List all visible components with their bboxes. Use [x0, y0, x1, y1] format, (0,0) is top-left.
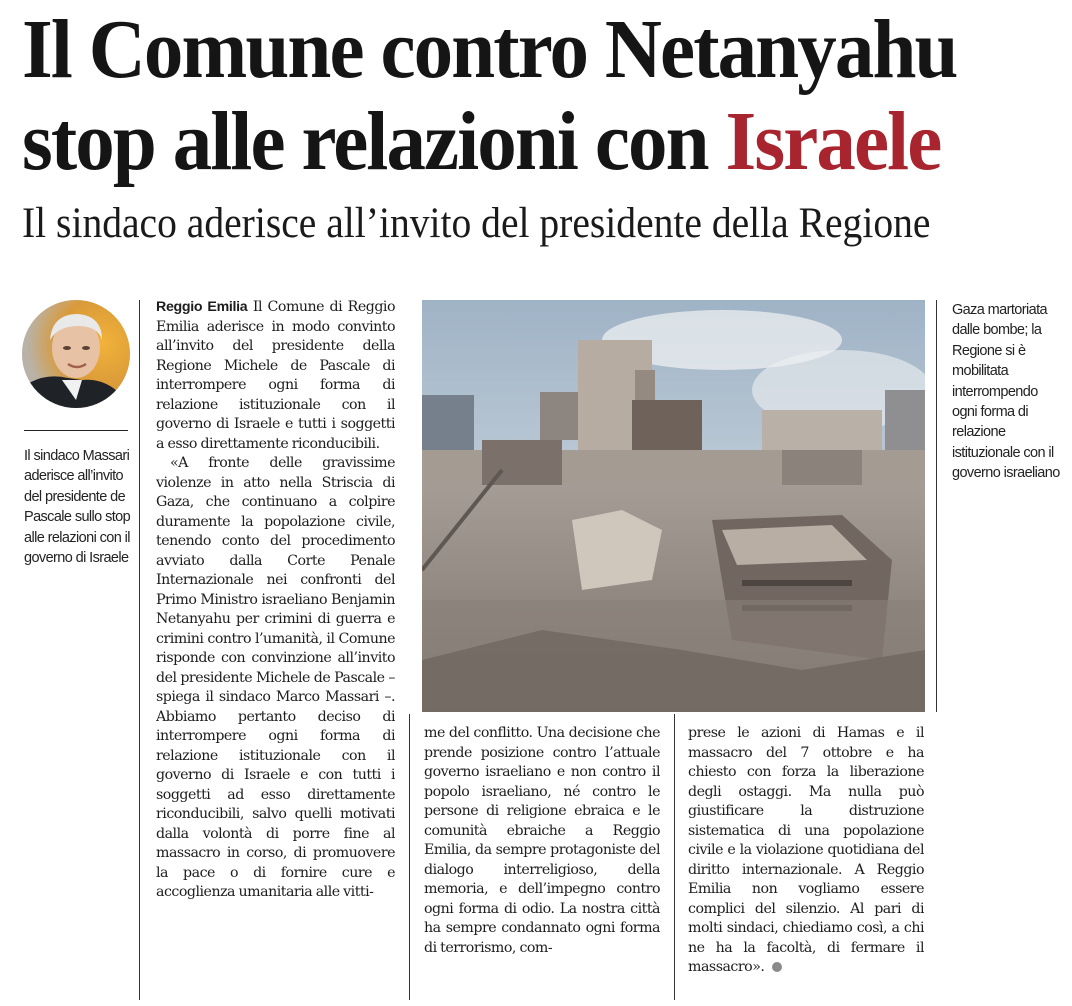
dateline: Reggio Emilia — [156, 299, 248, 315]
end-of-article-dot — [772, 962, 782, 972]
mayor-portrait — [22, 300, 130, 408]
article-paragraph-4: prese le azioni di Hamas e il massacro del 7 ottobre e ha chiesto con forza la liberazione degli ostaggi. Ma nulla può giustificare la distruzione sistematica di una popolazione civile e la violazione quotidiana del diritto internazionale. A Reggio Emilia non vogliamo essere complici del silenzio. Al pari di molti sindaci, chiediamo così, a chi ne ha la facoltà, di fermare il massacro». — [688, 725, 924, 975]
article-column-3 — [688, 724, 924, 1000]
article-paragraph-2: «A fronte delle gravissime violenze in atto nella Striscia di Gaza, che continuano a colpire duramente la popolazione civile, tenendo conto del procedimento avviato dalla Corte Penale Internazionale nei confronti del Primo Ministro israeliano Benjamin Netanyahu per crimini di guerra e crimini contro l’umanità, il Comune risponde con convinzione all’invito del presidente Michele de Pascale – spiega il sindaco Marco Massari –. Abbiamo pertanto deciso di interrompere ogni forma di relazione istituzionale con il governo di Israele e con tutti i soggetti ad esso direttamente riconducibili, salvo quelli motivati dalla volontà di porre fine al massacro in corso, di promuovere la pace o di fornire cure e accoglienza umanitaria alle vitti- — [156, 455, 395, 900]
article-column-1 — [156, 298, 395, 998]
subheadline: Il sindaco aderisce all’invito del presidente della Regione — [22, 200, 931, 247]
article-paragraph-1: Il Comune di Reggio Emilia aderisce in modo convinto all’invito del presidente della Regione Michele de Pascale di interrompere ogni forma di relazione istituzionale con il governo di Israele e tutti i soggetti a esso direttamente riconducibili. — [156, 299, 395, 452]
article-paragraph-3: me del conflitto. Una decisione che prende posizione contro l’attuale governo israeliano e non contro il popolo israeliano, né contro le persone di religione ebraica e le comunità ebraiche a Reggio Emilia, da sempre protagoniste del dialogo interreligioso, della memoria, e dell’impegno contro ogni forma di odio. La nostra città ha sempre condannato ogni forma di terrorismo, com- — [424, 725, 660, 956]
portrait-caption: Il sindaco Massari aderisce all’invito del presidente de Pascale sullo stop alle relazioni con il governo di Israele — [24, 448, 131, 567]
photo-caption: Gaza martoriata dalle bombe; la Regione si è mobilitata interrompendo ogni forma di relazione istituzionale con il governo israeliano — [952, 302, 1060, 482]
article-column-2 — [424, 724, 660, 1000]
gaza-destruction-photo — [422, 300, 925, 712]
headline-line-2: stop alle relazioni con — [22, 95, 726, 188]
column-rule-photo — [936, 300, 937, 712]
column-rule-3 — [674, 714, 675, 1000]
headline-line-1: Il Comune contro Netanyahu — [22, 3, 957, 96]
headline — [22, 4, 1000, 188]
caption-divider — [24, 430, 128, 431]
headline-highlight: Israele — [725, 95, 941, 188]
column-rule-1 — [139, 300, 140, 1000]
column-rule-2 — [409, 714, 410, 1000]
